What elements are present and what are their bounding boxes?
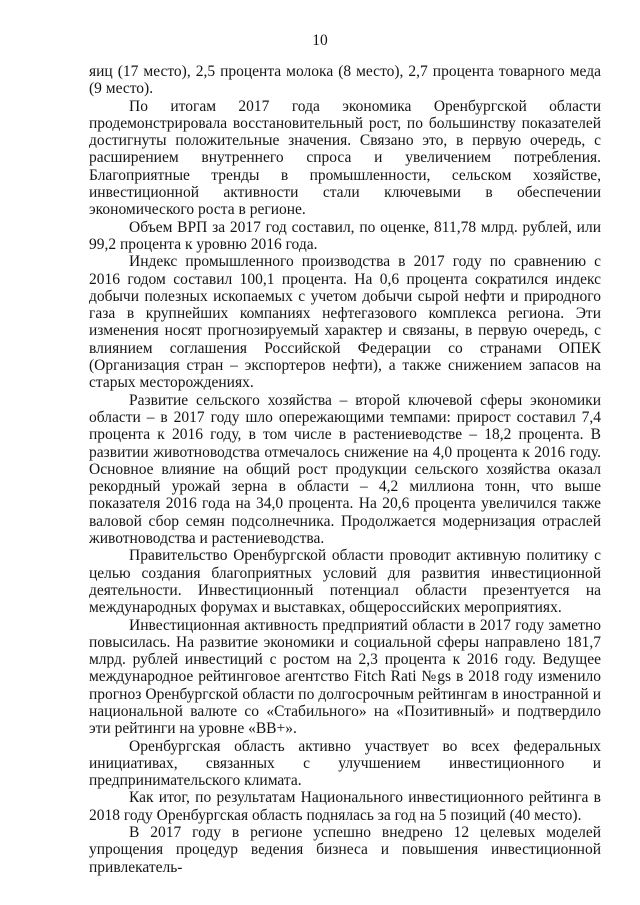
paragraph-economy-2017: По итогам 2017 года экономика Оренбургской области продемонстрировала восстановительный рост, по большинству показателей достигнуты положительные значения. Связано это, в первую очередь, с расширением внутреннего спроса и увеличением потребления. Благоприятные тренды в промышленности, сельском хозяйстве, инвестиционной активности стали ключевыми в обеспечении экономического роста в регионе.	[89, 97, 601, 219]
paragraph-agriculture: Развитие сельского хозяйства – второй ключевой сферы экономики области – в 2017 году шло опережающими темпами: прирост составил 7,4 процента к 2016 году, в том числе в растениеводстве – 18,2 процента. В развитии животноводства отмечалось снижение на 4,0 процента к 2016 году. Основное влияние на общий рост продукции сельского хозяйства оказал рекордный урожай зерна в области – 4,2 миллиона тонн, что выше показателя 2016 года на 34,0 процента. На 20,6 процента увеличился также валовой сбор семян подсолнечника. Продолжается модернизация отраслей животноводства и растениеводства.	[89, 391, 601, 548]
paragraph-target-models: В 2017 году в регионе успешно внедрено 12 целевых моделей упрощения процедур ведения бизнеса и повышения инвестиционной привлекатель-	[89, 824, 601, 876]
paragraph-industrial-index: Индекс промышленного производства в 2017 году по сравнению с 2016 годом составил 100,1 процента. На 0,6 процента сократился индекс добычи полезных ископаемых с учетом добычи сырой нефти и природного газа в крупнейших компаниях нефтегазового комплекса региона. Эти изменения носят прогнозируемый характер и связаны, в первую очередь, с влиянием соглашения Российской Федерации со странами ОПЕК (Организация стран – экспортеров нефти), а также снижением запасов на старых месторождениях.	[89, 253, 601, 392]
paragraph-grp: Объем ВРП за 2017 год составил, по оценке, 811,78 млрд. рублей, или 99,2 процента к уровню 2016 года.	[89, 218, 601, 253]
document-body	[89, 63, 601, 876]
page-number: 10	[312, 32, 328, 49]
paragraph-continuation: яиц (17 место), 2,5 процента молока (8 место), 2,7 процента товарного меда (9 место).	[89, 63, 601, 98]
paragraph-investment-activity: Инвестиционная активность предприятий области в 2017 году заметно повысилась. На развитие экономики и социальной сферы направлено 181,7 млрд. рублей инвестиций с ростом на 2,3 процента к 2016 году. Ведущее международное рейтинговое агентство Fitch Rati №gs в 2018 году изменило прогноз Оренбургской области по долгосрочным рейтингам в иностранной и национальной валюте со «Стабильного» на «Позитивный» и подтвердило эти рейтинги на уровне «BB+».	[89, 616, 601, 738]
paragraph-investment-policy: Правительство Оренбургской области проводит активную политику с целью создания благоприятных условий для развития инвестиционной деятельности. Инвестиционный потенциал области презентуется на международных форумах и выставках, общероссийских мероприятиях.	[89, 547, 601, 617]
paragraph-national-rating: Как итог, по результатам Национального инвестиционного рейтинга в 2018 году Оренбургская область поднялась за год на 5 позиций (40 место).	[89, 789, 601, 824]
paragraph-federal-initiatives: Оренбургская область активно участвует во всех федеральных инициативах, связанных с улучшением инвестиционного и предпринимательского климата.	[89, 737, 601, 790]
